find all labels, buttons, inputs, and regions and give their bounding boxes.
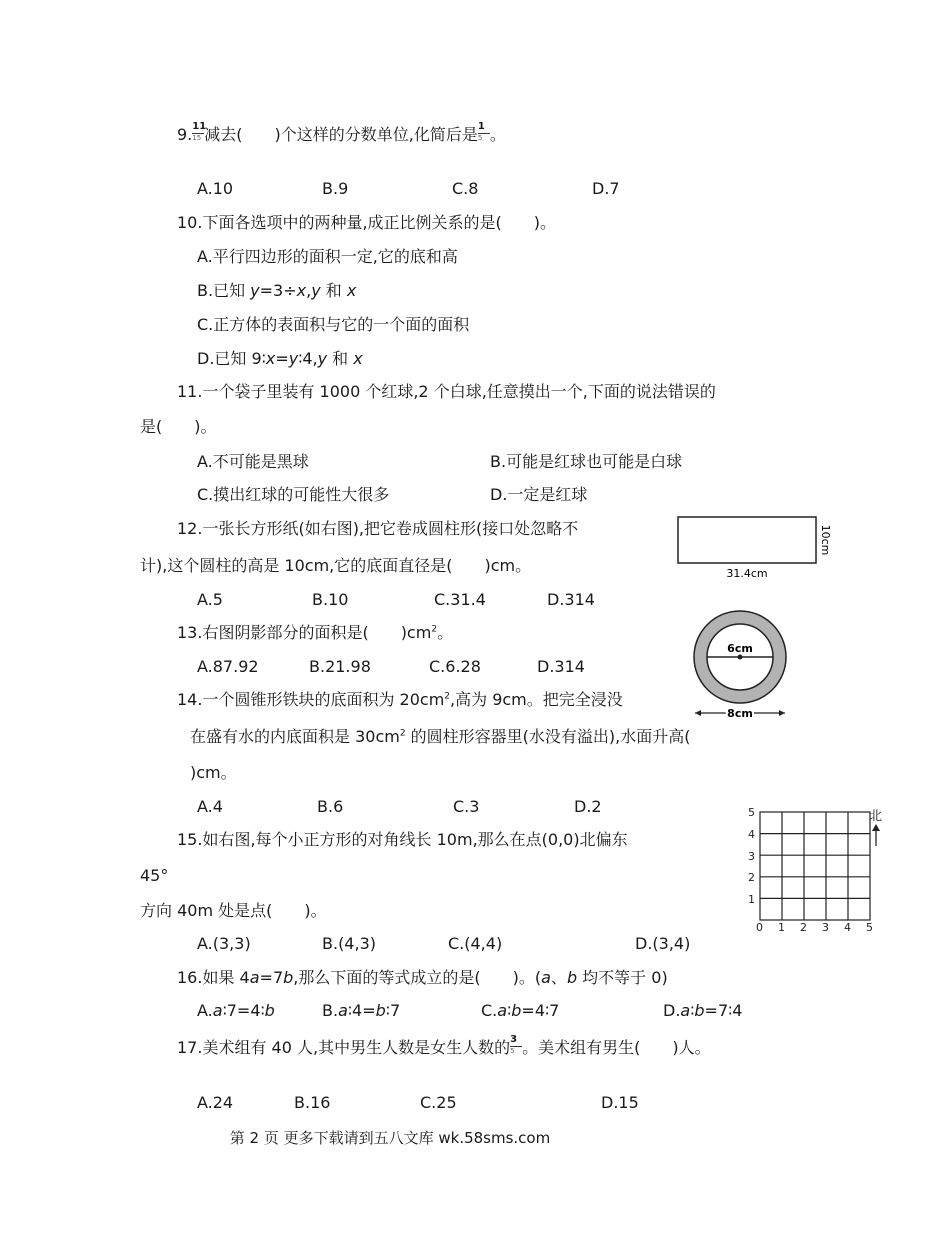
fraction: $\frac{1}{5}$ [478, 122, 490, 144]
grid-x-label: 2 [800, 921, 807, 934]
q11-stem-line1: 11.一个袋子里装有 1000 个红球,2 个白球,任意摸出一个,下面的说法错误的 [177, 382, 716, 401]
q11-option-a: A.不可能是黑球 [197, 452, 309, 471]
q10-option-b: B.已知 y=3÷x,y 和 x [197, 281, 357, 300]
q10-option-d: D.已知 9∶x=y∶4,y 和 x [197, 349, 363, 368]
grid-x-label: 4 [844, 921, 851, 934]
q14-option-c: C.3 [453, 797, 480, 816]
q13-option-a: A.87.92 [197, 657, 259, 676]
fraction: $\frac{11}{15}$ [192, 121, 207, 142]
q14-option-d: D.2 [574, 797, 602, 816]
q12-option-c: C.31.4 [434, 590, 486, 609]
q12-stem-line2: 计),这个圆柱的高是 10cm,它的底面直径是( )cm。 [140, 556, 532, 575]
q14-stem-line3: )cm。 [190, 763, 237, 782]
q17-option-a: A.24 [197, 1093, 234, 1112]
q15-option-c: C.(4,4) [448, 934, 503, 953]
page-footer: 第 2 页 更多下载请到五八文库 wk.58sms.com [229, 1129, 551, 1147]
coordinate-grid-figure [742, 802, 887, 934]
q9-stem: 9. $\frac{11}{15}$ 减去( )个这样的分数单位,化简后是 $\frac{1}{5}$ 。 [177, 121, 506, 144]
q15-stem-line3: 方向 40m 处是点( )。 [140, 901, 327, 920]
q9-option-a: A.10 [197, 179, 234, 198]
q13-option-c: C.6.28 [429, 657, 481, 676]
q15-option-d: D.(3,4) [635, 934, 691, 953]
q12-stem-line1: 12.一张长方形纸(如右图),把它卷成圆柱形(接口处忽略不 [177, 519, 579, 538]
q12-option-a: A.5 [197, 590, 223, 609]
outer-diameter-label: 8cm [727, 707, 753, 720]
grid-y-label: 2 [748, 871, 755, 884]
q10-stem: 10.下面各选项中的两种量,成正比例关系的是( )。 [177, 213, 557, 232]
ring-figure [685, 607, 795, 723]
q17-stem: 17.美术组有 40 人,其中男生人数是女生人数的 $\frac{3}{5}$ 。美术组有男生( )人。 [177, 1034, 711, 1057]
grid-lines [760, 812, 870, 920]
q11-option-c: C.摸出红球的可能性大很多 [197, 485, 390, 504]
paper-rectangle [678, 517, 816, 563]
rectangle-height-label: 10cm [819, 524, 832, 556]
center-dot [738, 655, 743, 660]
q14-option-b: B.6 [317, 797, 344, 816]
q9-option-d: D.7 [592, 179, 620, 198]
q12-option-d: D.314 [547, 590, 595, 609]
q15-stem-line1: 15.如右图,每个小正方形的对角线长 10m,那么在点(0,0)北偏东 [177, 830, 628, 849]
grid-x-label: 5 [866, 921, 873, 934]
q16-option-c: C.a∶b=4∶7 [481, 1001, 560, 1020]
q14-option-a: A.4 [197, 797, 223, 816]
grid-y-label: 1 [748, 893, 755, 906]
north-label: 北 [869, 809, 883, 824]
q17-option-b: B.16 [294, 1093, 331, 1112]
q13-option-b: B.21.98 [309, 657, 371, 676]
q14-stem-line1: 14.一个圆锥形铁块的底面积为 $20cm^2$,高为 9cm。把完全浸没 [177, 690, 623, 709]
grid-y-label: 5 [748, 806, 755, 819]
grid-x-label: 1 [778, 921, 785, 934]
q11-stem-line2: 是( )。 [140, 417, 217, 436]
rectangle-paper-figure [672, 512, 837, 580]
q11-option-d: D.一定是红球 [490, 485, 588, 504]
q16-option-d: D.a∶b=7∶4 [663, 1001, 743, 1020]
q16-option-b: B.a∶4=b∶7 [322, 1001, 401, 1020]
q10-option-a: A.平行四边形的面积一定,它的底和高 [197, 247, 458, 266]
q15-option-b: B.(4,3) [322, 934, 376, 953]
rectangle-width-label: 31.4cm [726, 567, 768, 580]
fraction: $\frac{3}{5}$ [510, 1035, 522, 1057]
grid-y-label: 4 [748, 828, 755, 841]
q15-option-a: A.(3,3) [197, 934, 251, 953]
q13-stem: 13.右图阴影部分的面积是( )$cm^2$。 [177, 623, 454, 642]
q12-option-b: B.10 [312, 590, 349, 609]
q9-option-c: C.8 [452, 179, 479, 198]
q15-stem-line2: 45° [140, 866, 169, 885]
q14-stem-line2: 在盛有水的内底面积是 $30cm^2$ 的圆柱形容器里(水没有溢出),水面升高( [190, 727, 691, 746]
grid-x-label: 0 [756, 921, 763, 934]
q10-option-c: C.正方体的表面积与它的一个面的面积 [197, 315, 470, 334]
inner-diameter-label: 6cm [727, 642, 753, 655]
q17-option-d: D.15 [601, 1093, 639, 1112]
grid-y-label: 3 [748, 850, 755, 863]
q9-option-b: B.9 [322, 179, 349, 198]
q16-option-a: A.a∶7=4∶b [197, 1001, 275, 1020]
grid-x-label: 3 [822, 921, 829, 934]
q17-option-c: C.25 [420, 1093, 457, 1112]
q16-stem: 16.如果 4a=7b,那么下面的等式成立的是( )。(a、b 均不等于 0) [177, 968, 668, 987]
q13-option-d: D.314 [537, 657, 585, 676]
q11-option-b: B.可能是红球也可能是白球 [490, 452, 683, 471]
